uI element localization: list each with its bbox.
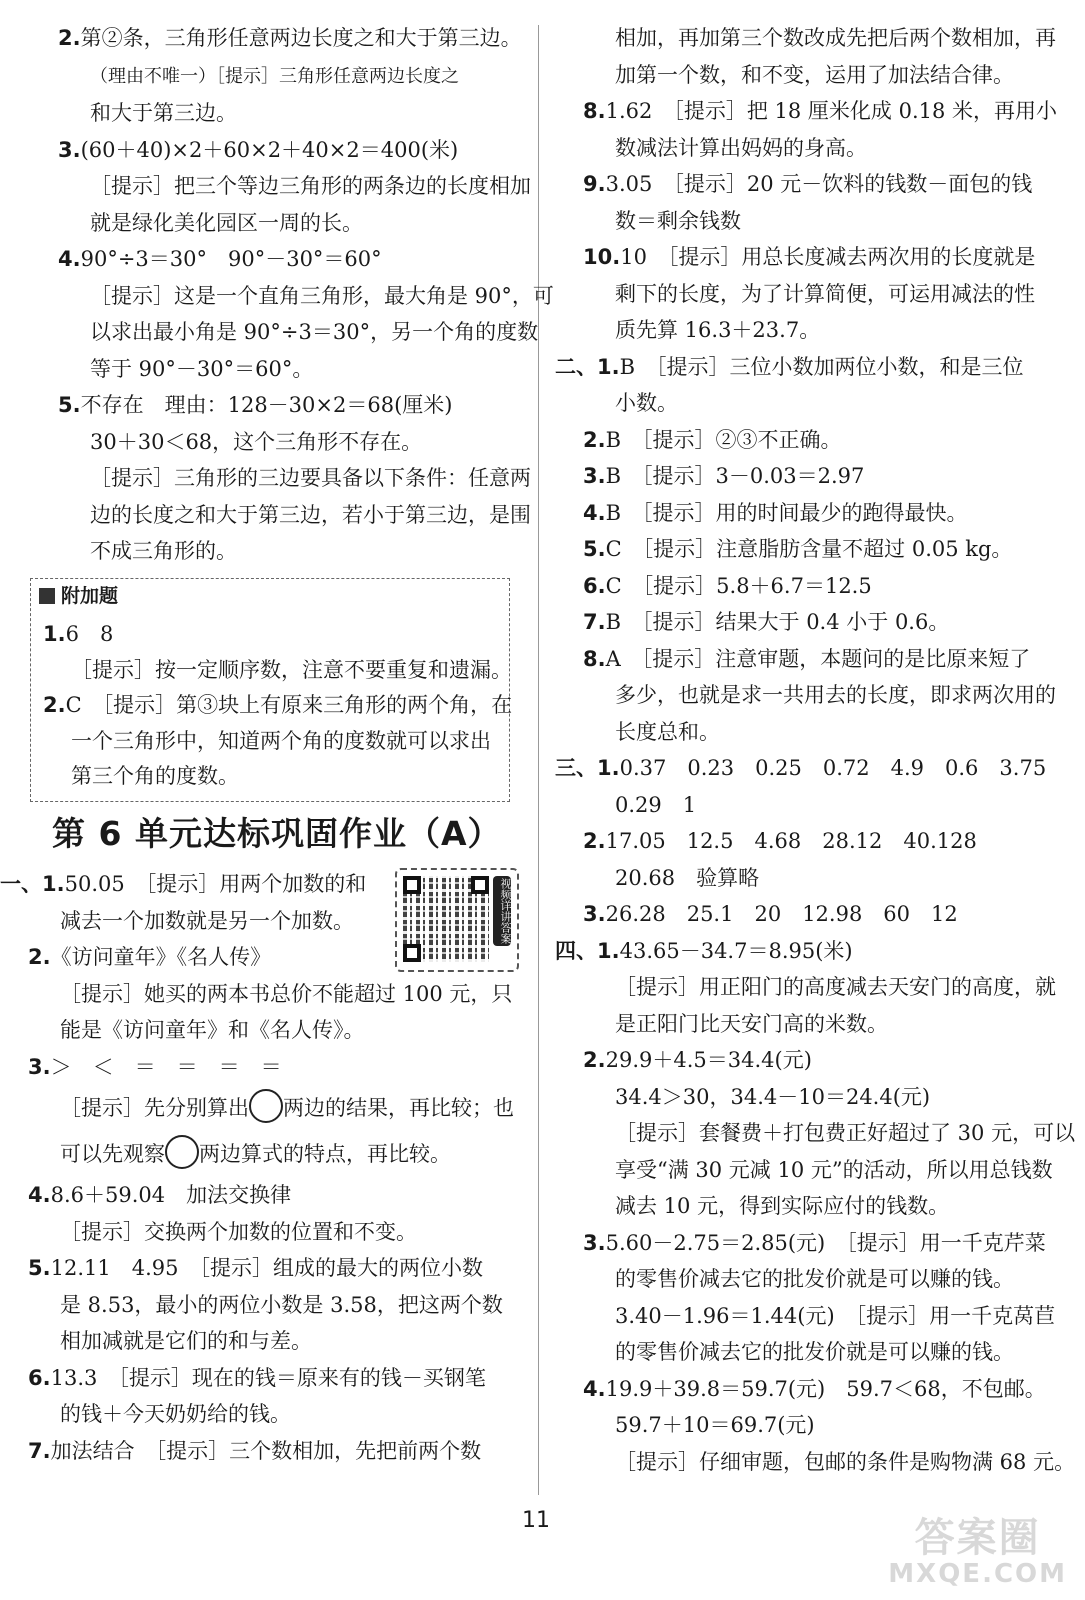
answer-line <box>555 969 1060 1006</box>
square-icon <box>39 588 55 604</box>
answer-line <box>555 349 1060 386</box>
item-number: 5. <box>28 1256 51 1280</box>
line-text: 13.3 ［提示］现在的钱＝原来有的钱－买钢笔 <box>50 1365 486 1390</box>
answer-line <box>0 976 514 1013</box>
line-text: ＞ ＜ ＝ ＝ ＝ ＝ <box>50 1054 282 1079</box>
answer-line <box>30 533 530 570</box>
item-number: 2. <box>43 693 66 717</box>
line-text: 34.4＞30，34.4－10＝24.4(元) <box>615 1084 931 1109</box>
answer-line <box>0 1012 514 1049</box>
bonus-box <box>30 578 513 802</box>
answer-line <box>555 385 1060 422</box>
item-number: 2. <box>583 427 606 452</box>
answer-line <box>0 1049 514 1086</box>
answer-line <box>555 1334 1060 1371</box>
item-number: 1. <box>43 622 66 646</box>
answer-line <box>30 278 554 315</box>
line-text: （理由不唯一）［提示］三角形任意两边长度之 <box>90 65 459 87</box>
answer-line <box>555 57 1060 94</box>
line-text: 30＋30＜68，这个三角形不存在。 <box>90 429 423 454</box>
line-text: 的零售价减去它的批发价就是可以赚的钱。 <box>615 1340 1014 1364</box>
line-text: 17.05 12.5 4.68 28.12 40.128 <box>605 829 977 853</box>
item-number: 5. <box>58 393 81 417</box>
section-number: 四、 <box>555 938 597 963</box>
item-number: 8. <box>583 646 606 671</box>
line-text: 20.68 验算略 <box>615 865 760 890</box>
answer-line <box>30 168 530 205</box>
line-text: 10 ［提示］用总长度减去两次用的长度就是 <box>620 245 1036 269</box>
answer-line <box>43 653 512 689</box>
line-text: ［提示］仔细审题，包邮的条件是购物满 68 元。 <box>615 1449 1076 1474</box>
answer-line <box>30 57 530 96</box>
line-text: 0.37 0.23 0.25 0.72 4.9 0.6 3.75 <box>619 756 1047 780</box>
line-text: A ［提示］注意审题，本题问的是比原来短了 <box>605 646 1031 671</box>
line-text: 第②条，三角形任意两边长度之和大于第三边。 <box>80 26 522 50</box>
item-number: 3. <box>583 902 606 926</box>
item-number: 1. <box>597 354 620 379</box>
answer-line <box>555 1079 1060 1116</box>
answer-line <box>0 939 514 976</box>
line-text: 和大于第三边。 <box>90 101 237 125</box>
line-text: B ［提示］结果大于 0.4 小于 0.6。 <box>605 610 950 634</box>
line-text: 两边算式的特点，再比较。 <box>199 1142 451 1166</box>
answer-line <box>555 531 1060 568</box>
answer-line <box>555 1115 1076 1152</box>
line-text: 数＝剩余钱数 <box>615 208 741 233</box>
answer-line <box>555 239 1060 276</box>
answer-line <box>555 422 1060 459</box>
circle-icon <box>165 1135 199 1169</box>
answer-line <box>555 1444 1076 1481</box>
line-text: 减去 10 元，得到实际应付的钱数。 <box>615 1194 950 1218</box>
answer-line <box>555 1298 1060 1335</box>
answer-line <box>43 617 503 653</box>
answer-line <box>555 495 1060 532</box>
answer-line <box>0 1287 514 1324</box>
line-text: 质先算 16.3＋23.7。 <box>615 318 821 342</box>
answer-line <box>30 460 530 497</box>
line-text: 享受“满 30 元减 10 元”的活动，所以用总钱数 <box>615 1157 1053 1182</box>
answer-line <box>555 787 1060 824</box>
section-number: 一、 <box>0 872 42 896</box>
item-number: 4. <box>28 1183 51 1207</box>
item-number: 2. <box>583 1048 606 1072</box>
line-text: 的零售价减去它的批发价就是可以赚的钱。 <box>615 1267 1014 1291</box>
item-number: 3. <box>583 464 606 488</box>
answer-line <box>43 759 503 795</box>
line-text: 12.11 4.95 ［提示］组成的最大的两位小数 <box>50 1256 483 1280</box>
line-text: B ［提示］三位小数加两位小数，和是三位 <box>619 354 1024 379</box>
item-number: 7. <box>28 1438 51 1463</box>
item-number: 9. <box>583 172 606 196</box>
answer-line <box>555 276 1060 313</box>
answer-line <box>555 312 1060 349</box>
answer-line <box>0 1177 514 1214</box>
answer-line <box>0 1250 514 1287</box>
line-text: 可以先观察 <box>60 1142 165 1166</box>
answer-line <box>555 1261 1060 1298</box>
section-number: 二、 <box>555 354 597 379</box>
line-text: ［提示］她买的两本书总价不能超过 100 元，只 <box>60 981 513 1006</box>
line-text: 剩下的长度，为了计算简便，可运用减法的性 <box>615 281 1035 306</box>
item-number: 2. <box>28 945 51 969</box>
line-text: 5.60－2.75＝2.85(元) ［提示］用一千克芹菜 <box>605 1230 1046 1255</box>
line-text: 90°÷3＝30° 90°－30°＝60° <box>80 247 382 271</box>
line-text: ［提示］先分别算出 <box>60 1096 249 1120</box>
line-text: 多少，也就是求一共用去的长度，即求两次用的 <box>615 683 1056 707</box>
answer-line <box>555 1225 1060 1262</box>
answer-line <box>555 130 1060 167</box>
answer-line <box>0 1360 514 1397</box>
section-number: 三、 <box>555 756 597 780</box>
answer-line <box>555 604 1060 641</box>
unit-title: 第 6 单元达标巩固作业（A） <box>52 814 502 853</box>
line-text: ［提示］交换两个加数的位置和不变。 <box>60 1219 417 1244</box>
item-number: 1. <box>597 756 620 780</box>
answer-line <box>555 896 1060 933</box>
answer-line <box>555 20 1060 57</box>
line-text: ［提示］这是一个直角三角形，最大角是 90°，可 <box>90 283 554 308</box>
line-text: ［提示］套餐费＋打包费正好超过了 30 元，可以 <box>615 1121 1076 1145</box>
line-text: 不存在 理由：128－30×2＝68(厘米) <box>80 393 453 417</box>
item-number: 4. <box>583 500 606 525</box>
watermark-line1: 答案圈 <box>914 1515 1041 1561</box>
answer-line <box>555 203 1060 240</box>
answer-line <box>0 1323 514 1360</box>
line-text: 19.9＋39.8＝59.7(元) 59.7＜68，不包邮。 <box>605 1376 1046 1401</box>
line-text: 长度总和。 <box>615 719 720 744</box>
column-divider <box>538 25 539 1495</box>
line-text: 1.62 ［提示］把 18 厘米化成 0.18 米，再用小 <box>605 99 1058 123</box>
line-text: 29.9＋4.5＝34.4(元) <box>605 1048 812 1072</box>
item-number: 2. <box>58 26 81 50</box>
answer-line <box>0 1085 514 1131</box>
answer-line <box>555 860 1060 897</box>
answer-line <box>555 823 1060 860</box>
line-text: 相加，再加第三个数改成先把后两个数相加，再 <box>615 26 1056 50</box>
watermark-logo <box>888 1516 1067 1588</box>
line-text: 一个三角形中，知道两个角的度数就可以求出 <box>71 728 491 753</box>
answer-line <box>555 1006 1060 1043</box>
line-text: 是 8.53，最小的两位小数是 3.58，把这两个数 <box>60 1292 503 1317</box>
answer-line <box>43 688 513 724</box>
answer-line <box>0 1396 514 1433</box>
line-text: 59.7＋10＝69.7(元) <box>615 1413 815 1437</box>
answer-line <box>555 750 1060 787</box>
line-text: 边的长度之和大于第三边，若小于第三边，是围 <box>90 502 531 527</box>
answer-line <box>555 677 1060 714</box>
item-number: 7. <box>583 610 606 634</box>
answer-line <box>555 1042 1060 1079</box>
line-text: 第三个角的度数。 <box>71 764 239 788</box>
answer-line <box>30 132 530 169</box>
line-text: ［提示］把三个等边三角形的两条边的长度相加 <box>90 174 531 198</box>
qr-label: 视频详讲答案 <box>493 876 511 946</box>
answer-line <box>555 714 1060 751</box>
line-text: C ［提示］第③块上有原来三角形的两个角，在 <box>65 693 513 717</box>
line-text: 加第一个数，和不变，运用了加法结合律。 <box>615 62 1014 87</box>
watermark-line2: MXQE.COM <box>888 1559 1067 1589</box>
line-text: ［提示］三角形的三边要具备以下条件：任意两 <box>90 466 531 490</box>
line-text: C ［提示］注意脂肪含量不超过 0.05 kg。 <box>605 537 1013 561</box>
answer-line <box>43 724 503 760</box>
line-text: B ［提示］②③不正确。 <box>605 427 842 452</box>
item-number: 10. <box>583 245 621 269</box>
answer-line <box>30 387 530 424</box>
answer-line <box>555 458 1060 495</box>
answer-line <box>0 1433 514 1470</box>
answer-line <box>30 351 530 388</box>
answer-line <box>555 568 1060 605</box>
item-number: 8. <box>583 99 606 123</box>
line-text: (60＋40)×2＋60×2＋40×2＝400(米) <box>80 137 459 162</box>
answer-line <box>555 1188 1060 1225</box>
line-text: 3.05 ［提示］20 元－饮料的钱数－面包的钱 <box>605 172 1033 196</box>
line-text: 26.28 25.1 20 12.98 60 12 <box>605 902 958 926</box>
line-text: 50.05 ［提示］用两个加数的和 <box>64 872 367 896</box>
item-number: 5. <box>583 537 606 561</box>
line-text: 是正阳门比天安门高的米数。 <box>615 1011 888 1036</box>
item-number: 1. <box>42 872 65 896</box>
line-text: 3.40－1.96＝1.44(元) ［提示］用一千克莴苣 <box>615 1303 1056 1328</box>
line-text: 两边的结果，再比较；也 <box>283 1096 514 1120</box>
item-number: 3. <box>28 1054 51 1079</box>
line-text: 不成三角形的。 <box>90 539 237 563</box>
left-column <box>30 20 554 570</box>
answer-line <box>30 314 539 351</box>
answer-line <box>0 1214 514 1251</box>
item-number: 6. <box>583 573 606 598</box>
line-text: 能是《访问童年》和《名人传》。 <box>60 1018 365 1042</box>
answer-line <box>555 166 1060 203</box>
answer-line <box>555 93 1060 130</box>
answer-line <box>0 903 514 940</box>
line-text: 小数。 <box>615 391 678 415</box>
answer-line <box>30 424 530 461</box>
line-text: 的钱＋今天奶奶给的钱。 <box>60 1402 291 1426</box>
line-text: 等于 90°－30°＝60°。 <box>90 356 314 381</box>
bonus-lines <box>43 617 513 795</box>
answer-line <box>0 1131 514 1177</box>
line-text: 减去一个加数就是另一个加数。 <box>60 908 354 933</box>
item-number: 3. <box>58 137 81 162</box>
line-text: 43.65－34.7＝8.95(米) <box>619 938 853 963</box>
line-text: 相加减就是它们的和与差。 <box>60 1329 312 1353</box>
item-number: 4. <box>583 1376 606 1401</box>
answer-line <box>555 1407 1060 1444</box>
bonus-title <box>39 581 118 608</box>
line-text: ［提示］按一定顺序数，注意不要重复和遗漏。 <box>71 657 512 682</box>
line-text: ［提示］用正阳门的高度减去天安门的高度，就 <box>615 975 1056 999</box>
line-text: C ［提示］5.8＋6.7＝12.5 <box>605 573 872 598</box>
line-text: 以求出最小角是 90°÷3＝30°，另一个角的度数 <box>90 320 539 344</box>
answer-line <box>0 866 514 903</box>
answer-line <box>30 497 530 534</box>
answer-line <box>555 641 1060 678</box>
item-number: 6. <box>28 1365 51 1390</box>
item-number: 1. <box>597 938 620 963</box>
item-number: 4. <box>58 247 81 271</box>
line-text: 0.29 1 <box>615 792 697 817</box>
line-text: 加法结合 ［提示］三个数相加，先把前两个数 <box>50 1438 482 1463</box>
answer-line <box>30 205 530 242</box>
line-text: 数减法计算出妈妈的身高。 <box>615 135 867 160</box>
line-text: 6 8 <box>65 622 114 646</box>
line-text: 《访问童年》《名人传》 <box>50 945 272 969</box>
item-number: 3. <box>583 1230 606 1255</box>
answer-line <box>555 933 1060 970</box>
right-column <box>555 20 1076 1480</box>
left-column-lower <box>0 866 514 1469</box>
line-text: B ［提示］用的时间最少的跑得最快。 <box>605 500 968 525</box>
item-number: 2. <box>583 829 606 853</box>
line-text: 就是绿化美化园区一周的长。 <box>90 210 363 235</box>
bonus-title-text: 附加题 <box>61 585 119 607</box>
page-number: 11 <box>522 1508 550 1533</box>
answer-line <box>555 1152 1060 1189</box>
answer-line <box>30 241 530 278</box>
answer-line <box>30 95 530 132</box>
answer-line <box>30 20 530 57</box>
circle-icon <box>249 1089 283 1123</box>
answer-line <box>555 1371 1060 1408</box>
line-text: 8.6＋59.04 加法交换律 <box>50 1183 292 1207</box>
line-text: B ［提示］3－0.03＝2.97 <box>605 464 865 488</box>
